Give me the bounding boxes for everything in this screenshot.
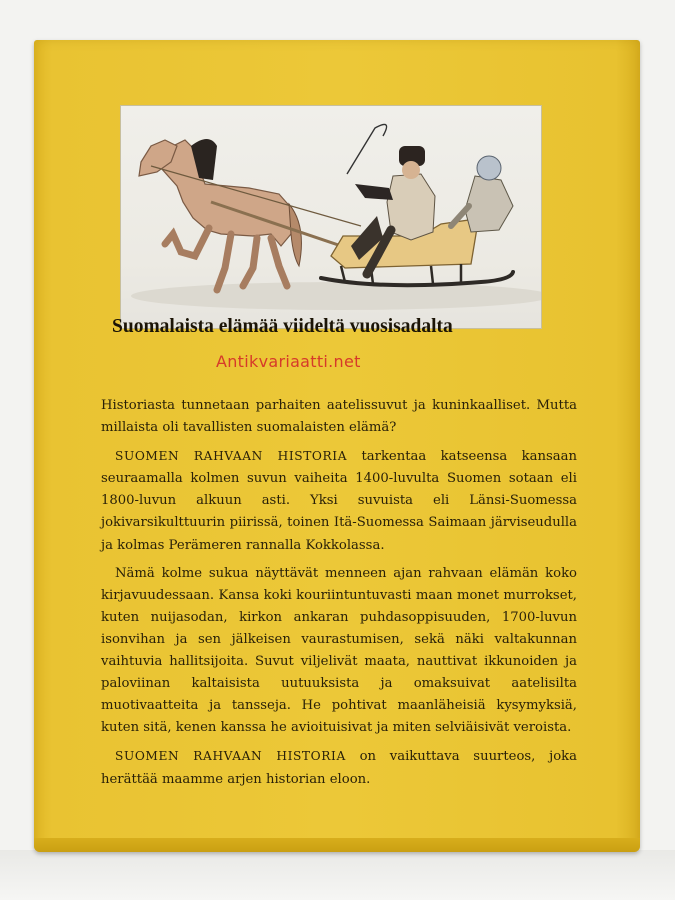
watermark-text: Antikvariaatti.net — [216, 352, 361, 371]
blurb-paragraph-3: Nämä kolme sukua näyttävät menneen ajan rahvaan elämän koko kirjavuudessaan. Kansa koki kouriintuntuvasti maan monet murrokset, kuten nuijasodan, kirkon ankaran puhdasoppisuuden, 1700-luvun isonvihan ja sen jälkeisen vaurastumisen, sekä näki valtakunnan vaihtuvia hallitsijoita. Suvut viljelivät maata, nauttivat ikkunoiden ja paloviinan kaltaisista uutuuksista ja omaksuivat aatelisilta muotivaatteita ja tansseja. He pohtivat maanläheisiä kysymyksiä, kuten sitä, kenen kanssa he avioituisivat ja miten selviäisivät veroista. — [101, 565, 577, 736]
cover-heading: Suomalaista elämää viideltä vuosisadalta — [112, 316, 453, 337]
blurb-paragraph-4-text: on vaikuttava suurteos, joka herättää maamme arjen historian eloon. — [101, 749, 577, 787]
table-surface — [0, 850, 675, 900]
book-title-caps-2: SUOMEN RAHVAAN HISTORIA — [115, 749, 346, 764]
blurb-paragraph-4 — [101, 745, 577, 790]
book-bottom-edge — [34, 838, 640, 852]
cover-blurb — [101, 395, 577, 791]
sleigh-illustration — [120, 105, 542, 329]
horse-sleigh-drawing — [121, 106, 541, 328]
blurb-paragraph-1: Historiasta tunnetaan parhaiten aatelissuvut ja kuninkaalliset. Mutta millaista oli tavallisten suomalaisten elämä? — [101, 398, 577, 436]
blurb-paragraph-2 — [101, 445, 577, 556]
blurb-paragraph-2-text: tarkentaa katseensa kansaan seuraamalla kolmen suvun vaiheita 1400-luvulta Suomen sotaan eli 1800-luvun alkuun asti. Yksi suvuista eli Länsi-Suomessa jokivarsikulttuurin piirissä, toinen Itä-Suomessa Saimaan järviseudulla ja kolmas Perämeren rannalla Kokkolassa. — [101, 449, 577, 553]
book-title-caps: SUOMEN RAHVAAN HISTORIA — [115, 449, 348, 464]
